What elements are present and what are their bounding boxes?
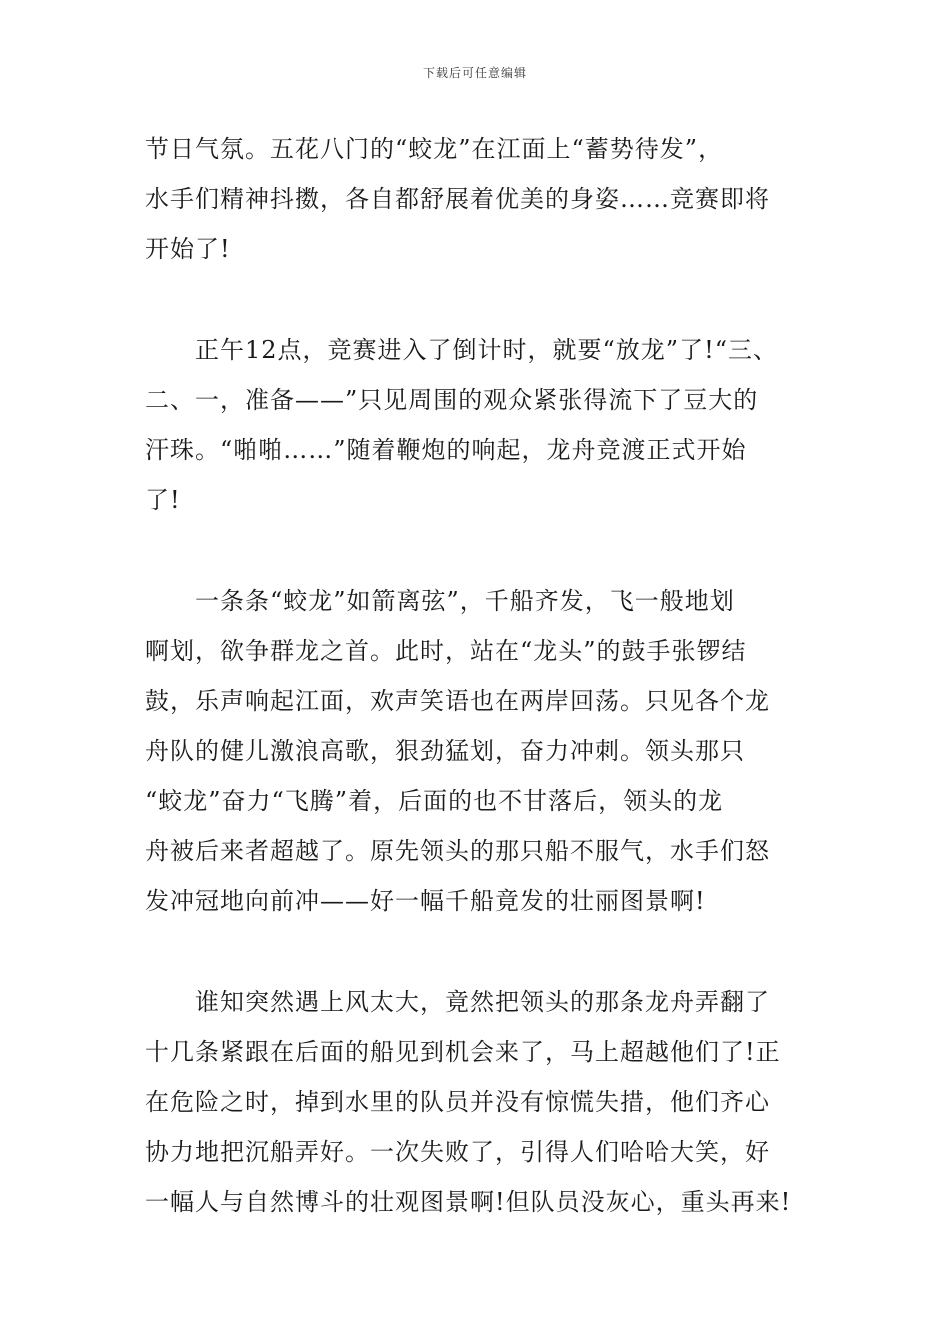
text-line: 鼓，乐声响起江面，欢声笑语也在两岸回荡。只见各个龙 bbox=[145, 687, 770, 715]
text-line: 发冲冠地向前冲——好一幅千船竟发的壮丽图景啊! bbox=[145, 887, 706, 915]
paragraph-3 bbox=[145, 576, 825, 926]
text-line: 正午12点，竞赛进入了倒计时，就要“放龙”了!“三、 bbox=[145, 336, 778, 364]
text-line: 开始了! bbox=[145, 235, 231, 263]
page-header: 下载后可任意编辑 bbox=[422, 66, 527, 80]
text-line: 协力地把沉船弄好。一次失败了，引得人们哈哈大笑，好 bbox=[145, 1138, 770, 1166]
text-line: 二、一，准备——”只见周围的观众紧张得流下了豆大的 bbox=[145, 386, 759, 414]
text-line: 舟队的健儿激浪高歌，狠劲猛划，奋力冲刺。领头那只 bbox=[145, 737, 745, 765]
paragraph-4 bbox=[145, 977, 825, 1227]
document-body bbox=[145, 124, 825, 1227]
paragraph-gap bbox=[145, 274, 825, 325]
text-line: 一幅人与自然博斗的壮观图景啊!但队员没灰心，重头再来! bbox=[145, 1188, 792, 1216]
text-line: 谁知突然遇上风太大，竟然把领头的那条龙舟弄翻了 bbox=[145, 988, 770, 1016]
text-line: 一条条“蛟龙”如箭离弦”，千船齐发，飞一般地划 bbox=[145, 587, 735, 615]
paragraph-2 bbox=[145, 325, 825, 525]
text-line: 啊划，欲争群龙之首。此时，站在“龙头”的鼓手张锣结 bbox=[145, 637, 747, 665]
text-line: “蛟龙”奋力“飞腾”着，后面的也不甘落后，领头的龙 bbox=[145, 787, 724, 815]
text-line: 汗珠。“啪啪……”随着鞭炮的响起，龙舟竞渡正式开始 bbox=[145, 436, 747, 464]
text-line: 了! bbox=[145, 486, 181, 514]
text-line: 在危险之时，掉到水里的队员并没有惊慌失措，他们齐心 bbox=[145, 1088, 770, 1116]
paragraph-gap bbox=[145, 525, 825, 576]
text-line: 十几条紧跟在后面的船见到机会来了，马上超越他们了!正 bbox=[145, 1038, 781, 1066]
text-line: 水手们精神抖擞，各自都舒展着优美的身姿……竞赛即将 bbox=[145, 185, 770, 213]
paragraph-1 bbox=[145, 124, 825, 274]
paragraph-gap bbox=[145, 926, 825, 977]
text-line: 节日气氛。五花八门的“蛟龙”在江面上“蓄势待发”， bbox=[145, 135, 724, 163]
text-line: 舟被后来者超越了。原先领头的那只船不服气，水手们怒 bbox=[145, 837, 770, 865]
